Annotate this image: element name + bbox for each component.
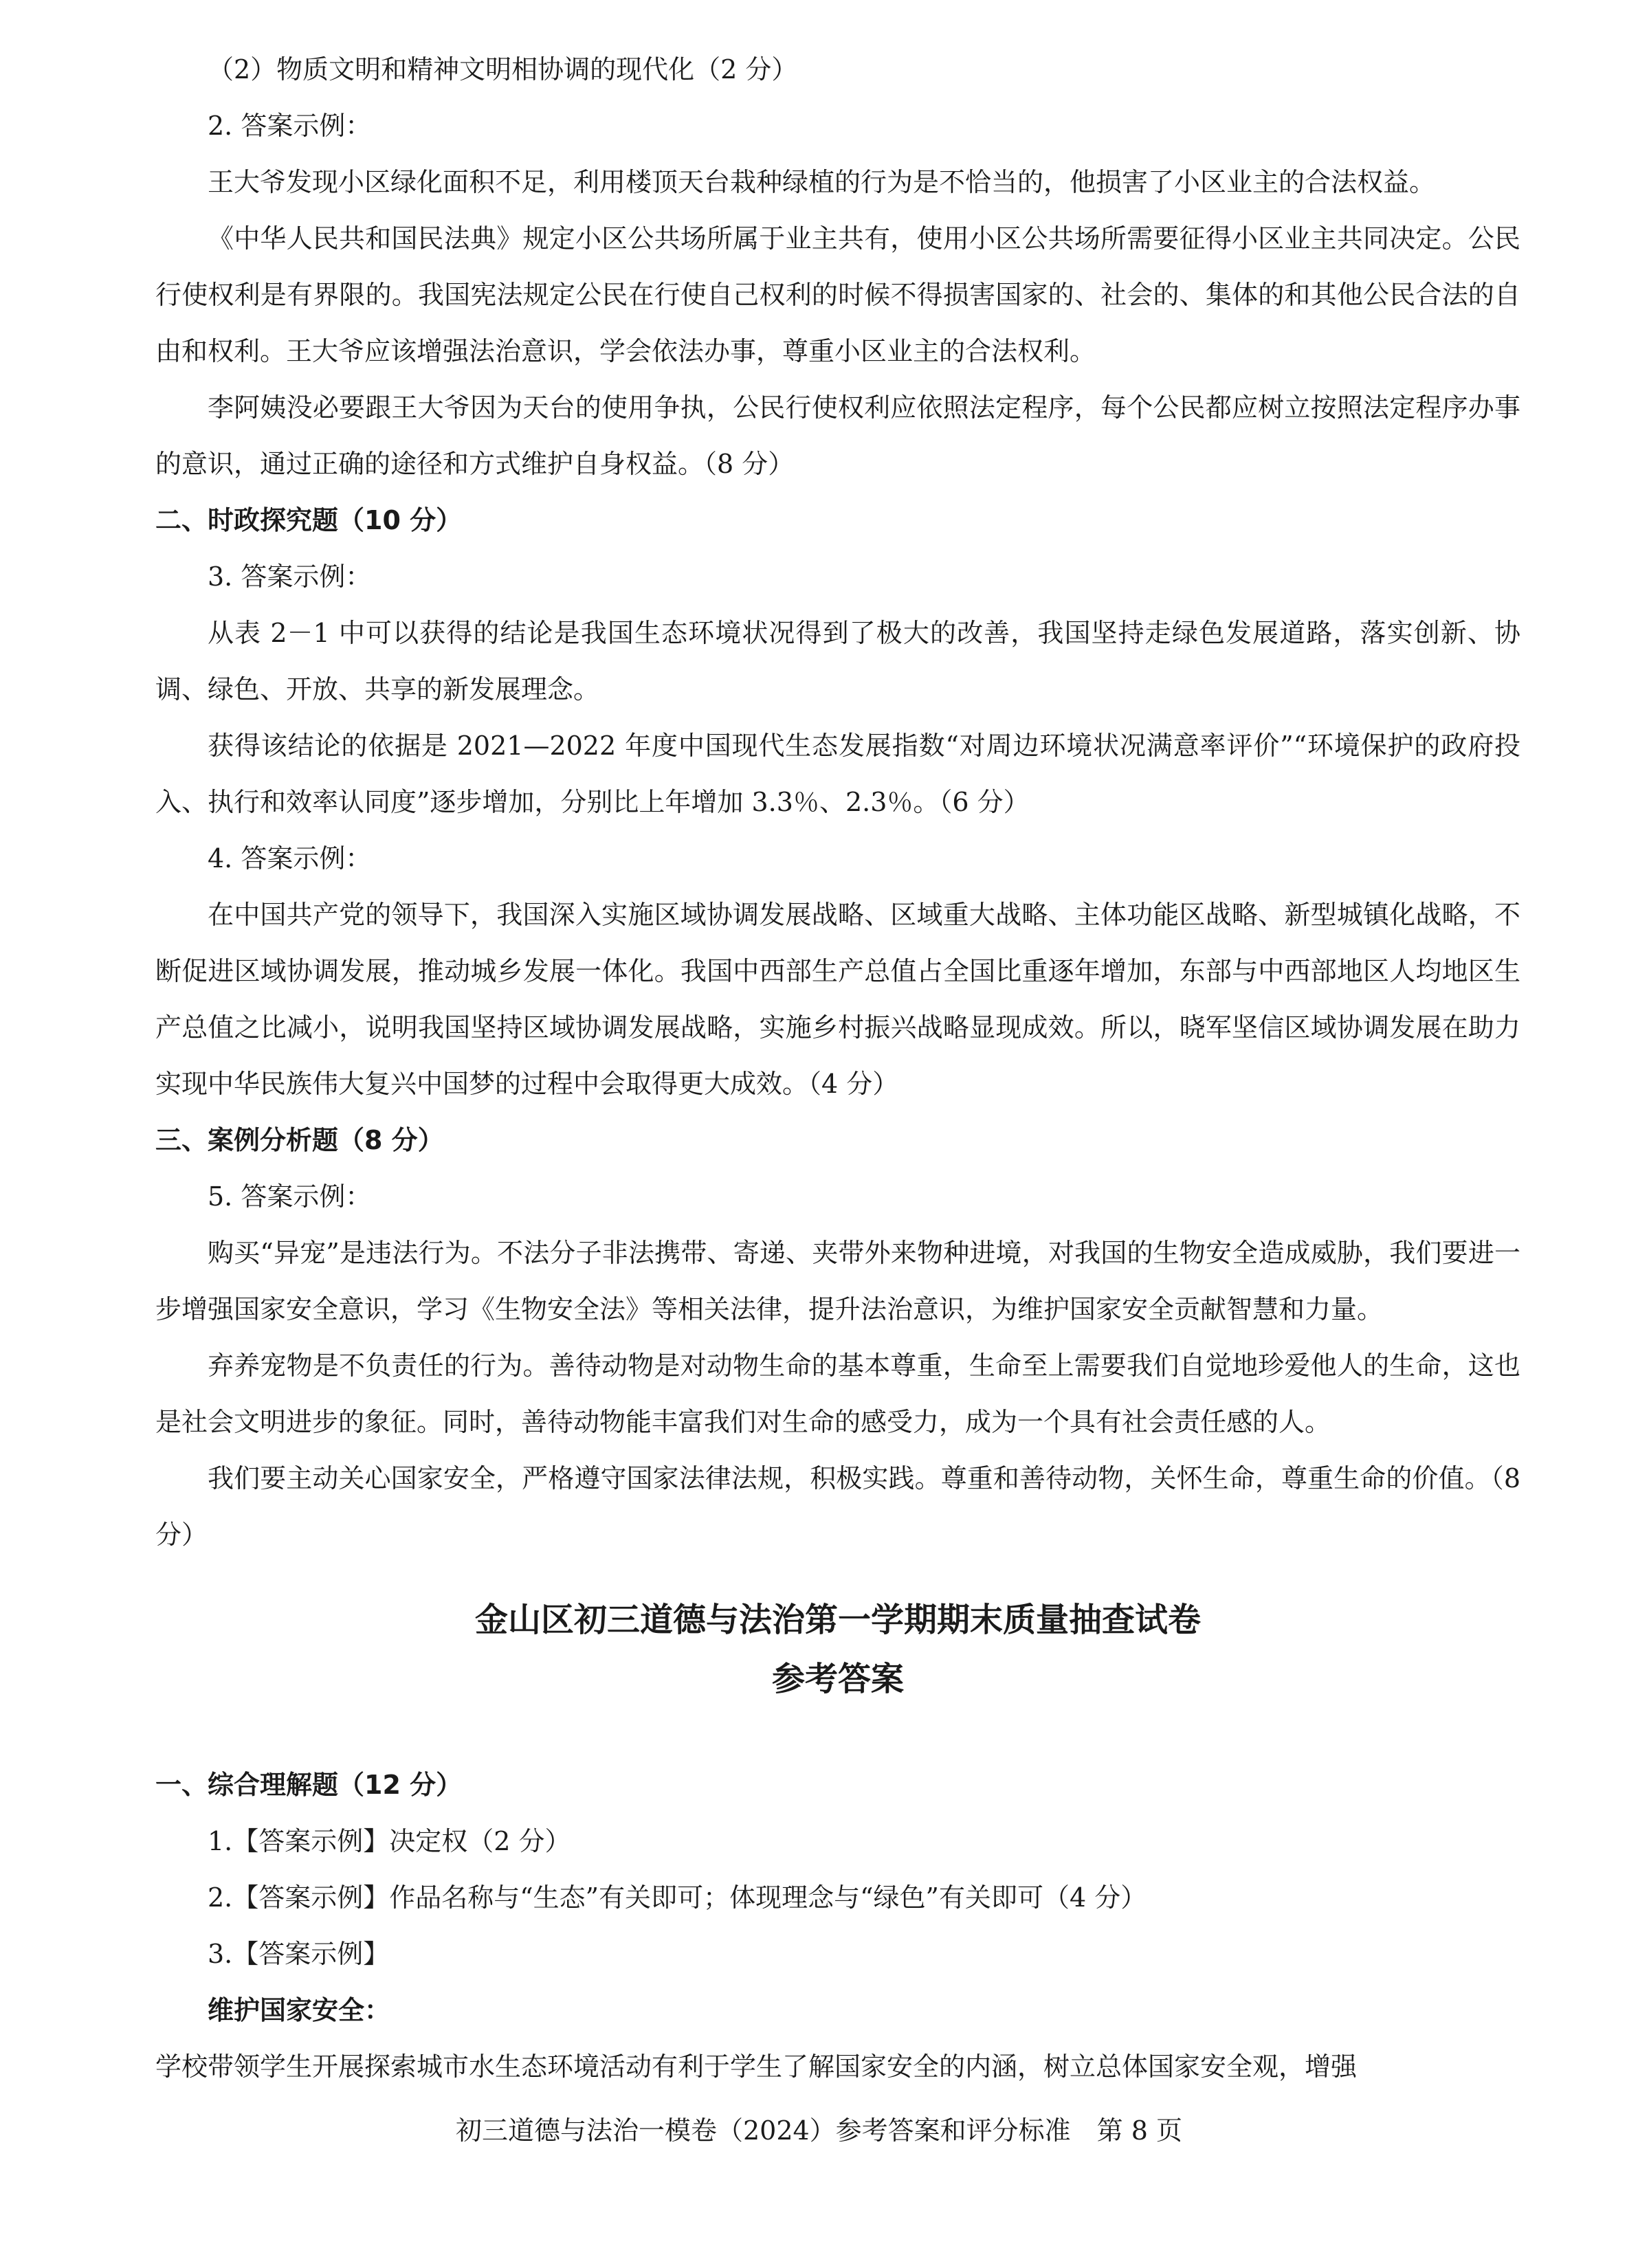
answer-line: 2.【答案示例】作品名称与“生态”有关即可；体现理念与“绿色”有关即可（4 分）: [208, 1882, 1147, 1913]
answer-paragraph: 我们要主动关心国家安全，严格遵守国家法律法规，积极实践。尊重和善待动物，关怀生命，尊重生命的价值。（8 分）: [155, 1463, 1520, 1550]
answer-paragraph: 李阿姨没必要跟王大爷因为天台的使用争执，公民行使权利应依照法定程序，每个公民都应树立按照法定程序办事的意识，通过正确的途径和方式维护自身权益。（8 分）: [155, 392, 1520, 479]
answer-paragraph: 获得该结论的依据是 2021—2022 年度中国现代生态发展指数“对周边环境状况满意率评价”“环境保护的政府投入、执行和效率认同度”逐步增加，分别比上年增加 3.3％、2.3％。（6 分）: [155, 731, 1520, 817]
answer-paragraph: 从表 2－1 中可以获得的结论是我国生态环境状况得到了极大的改善，我国坚持走绿色发展道路，落实创新、协调、绿色、开放、共享的新发展理念。: [155, 618, 1520, 704]
exam-title-block: [155, 1590, 1520, 1709]
answer-line: （2）物质文明和精神文明相协调的现代化（2 分）: [208, 54, 798, 85]
answer-page: [155, 41, 1520, 2095]
page-footer: 初三道德与法治一模卷（2024）参考答案和评分标准 第 8 页: [455, 2115, 1183, 2146]
answer-paragraph: 《中华人民共和国民法典》规定小区公共场所属于业主共有，使用小区公共场所需要征得小区业主共同决定。公民行使权利是有界限的。我国宪法规定公民在行使自己权利的时候不得损害国家的、社会的、集体的和其他公民合法的自由和权利。王大爷应该增强法治意识，学会依法办事，尊重小区业主的合法权利。: [155, 223, 1520, 366]
answer-paragraph: 在中国共产党的领导下，我国深入实施区域协调发展战略、区域重大战略、主体功能区战略、新型城镇化战略，不断促进区域协调发展，推动城乡发展一体化。我国中西部生产总值占全国比重逐年增加，东部与中西部地区人均地区生产总值之比减小，说明我国坚持区域协调发展战略，实施乡村振兴战略显现成效。所以，晓军坚信区域协调发展在助力实现中华民族伟大复兴中国梦的过程中会取得更大成效。（4 分）: [155, 900, 1520, 1099]
section-heading-comprehensive: 一、综合理解题（12 分）: [155, 1770, 463, 1800]
answer-label: 2. 答案示例：: [208, 111, 372, 141]
answer-label: 3. 答案示例：: [208, 562, 372, 592]
answer-paragraph: 弃养宠物是不负责任的行为。善待动物是对动物生命的基本尊重，生命至上需要我们自觉地珍爱他人的生命，这也是社会文明进步的象征。同时，善待动物能丰富我们对生命的感受力，成为一个具有社会责任感的人。: [155, 1350, 1520, 1437]
answer-label: 5. 答案示例：: [208, 1181, 372, 1212]
answer-paragraph: 王大爷发现小区绿化面积不足，利用楼顶天台栽种绿植的行为是不恰当的，他损害了小区业主的合法权益。: [208, 167, 1436, 197]
section-heading-current-affairs: 二、时政探究题（10 分）: [155, 505, 463, 535]
exam-title: 金山区初三道德与法治第一学期期末质量抽查试卷: [474, 1601, 1201, 1639]
answer-label: 4. 答案示例：: [208, 843, 372, 874]
answer-line: 3.【答案示例】: [208, 1939, 390, 1969]
exam-subtitle: 参考答案: [771, 1660, 904, 1698]
answer-paragraph: 学校带领学生开展探索城市水生态环境活动有利于学生了解国家安全的内涵，树立总体国家安全观，增强: [155, 2052, 1358, 2082]
answer-line: 1.【答案示例】决定权（2 分）: [208, 1826, 571, 1856]
section-heading-case-analysis: 三、案例分析题（8 分）: [155, 1125, 444, 1155]
answer-paragraph: 购买“异宠”是违法行为。不法分子非法携带、寄递、夹带外来物种进境，对我国的生物安全造成威胁，我们要进一步增强国家安全意识，学习《生物安全法》等相关法律，提升法治意识，为维护国家安全贡献智慧和力量。: [155, 1238, 1520, 1324]
sub-heading-national-security: 维护国家安全：: [208, 1995, 391, 2025]
